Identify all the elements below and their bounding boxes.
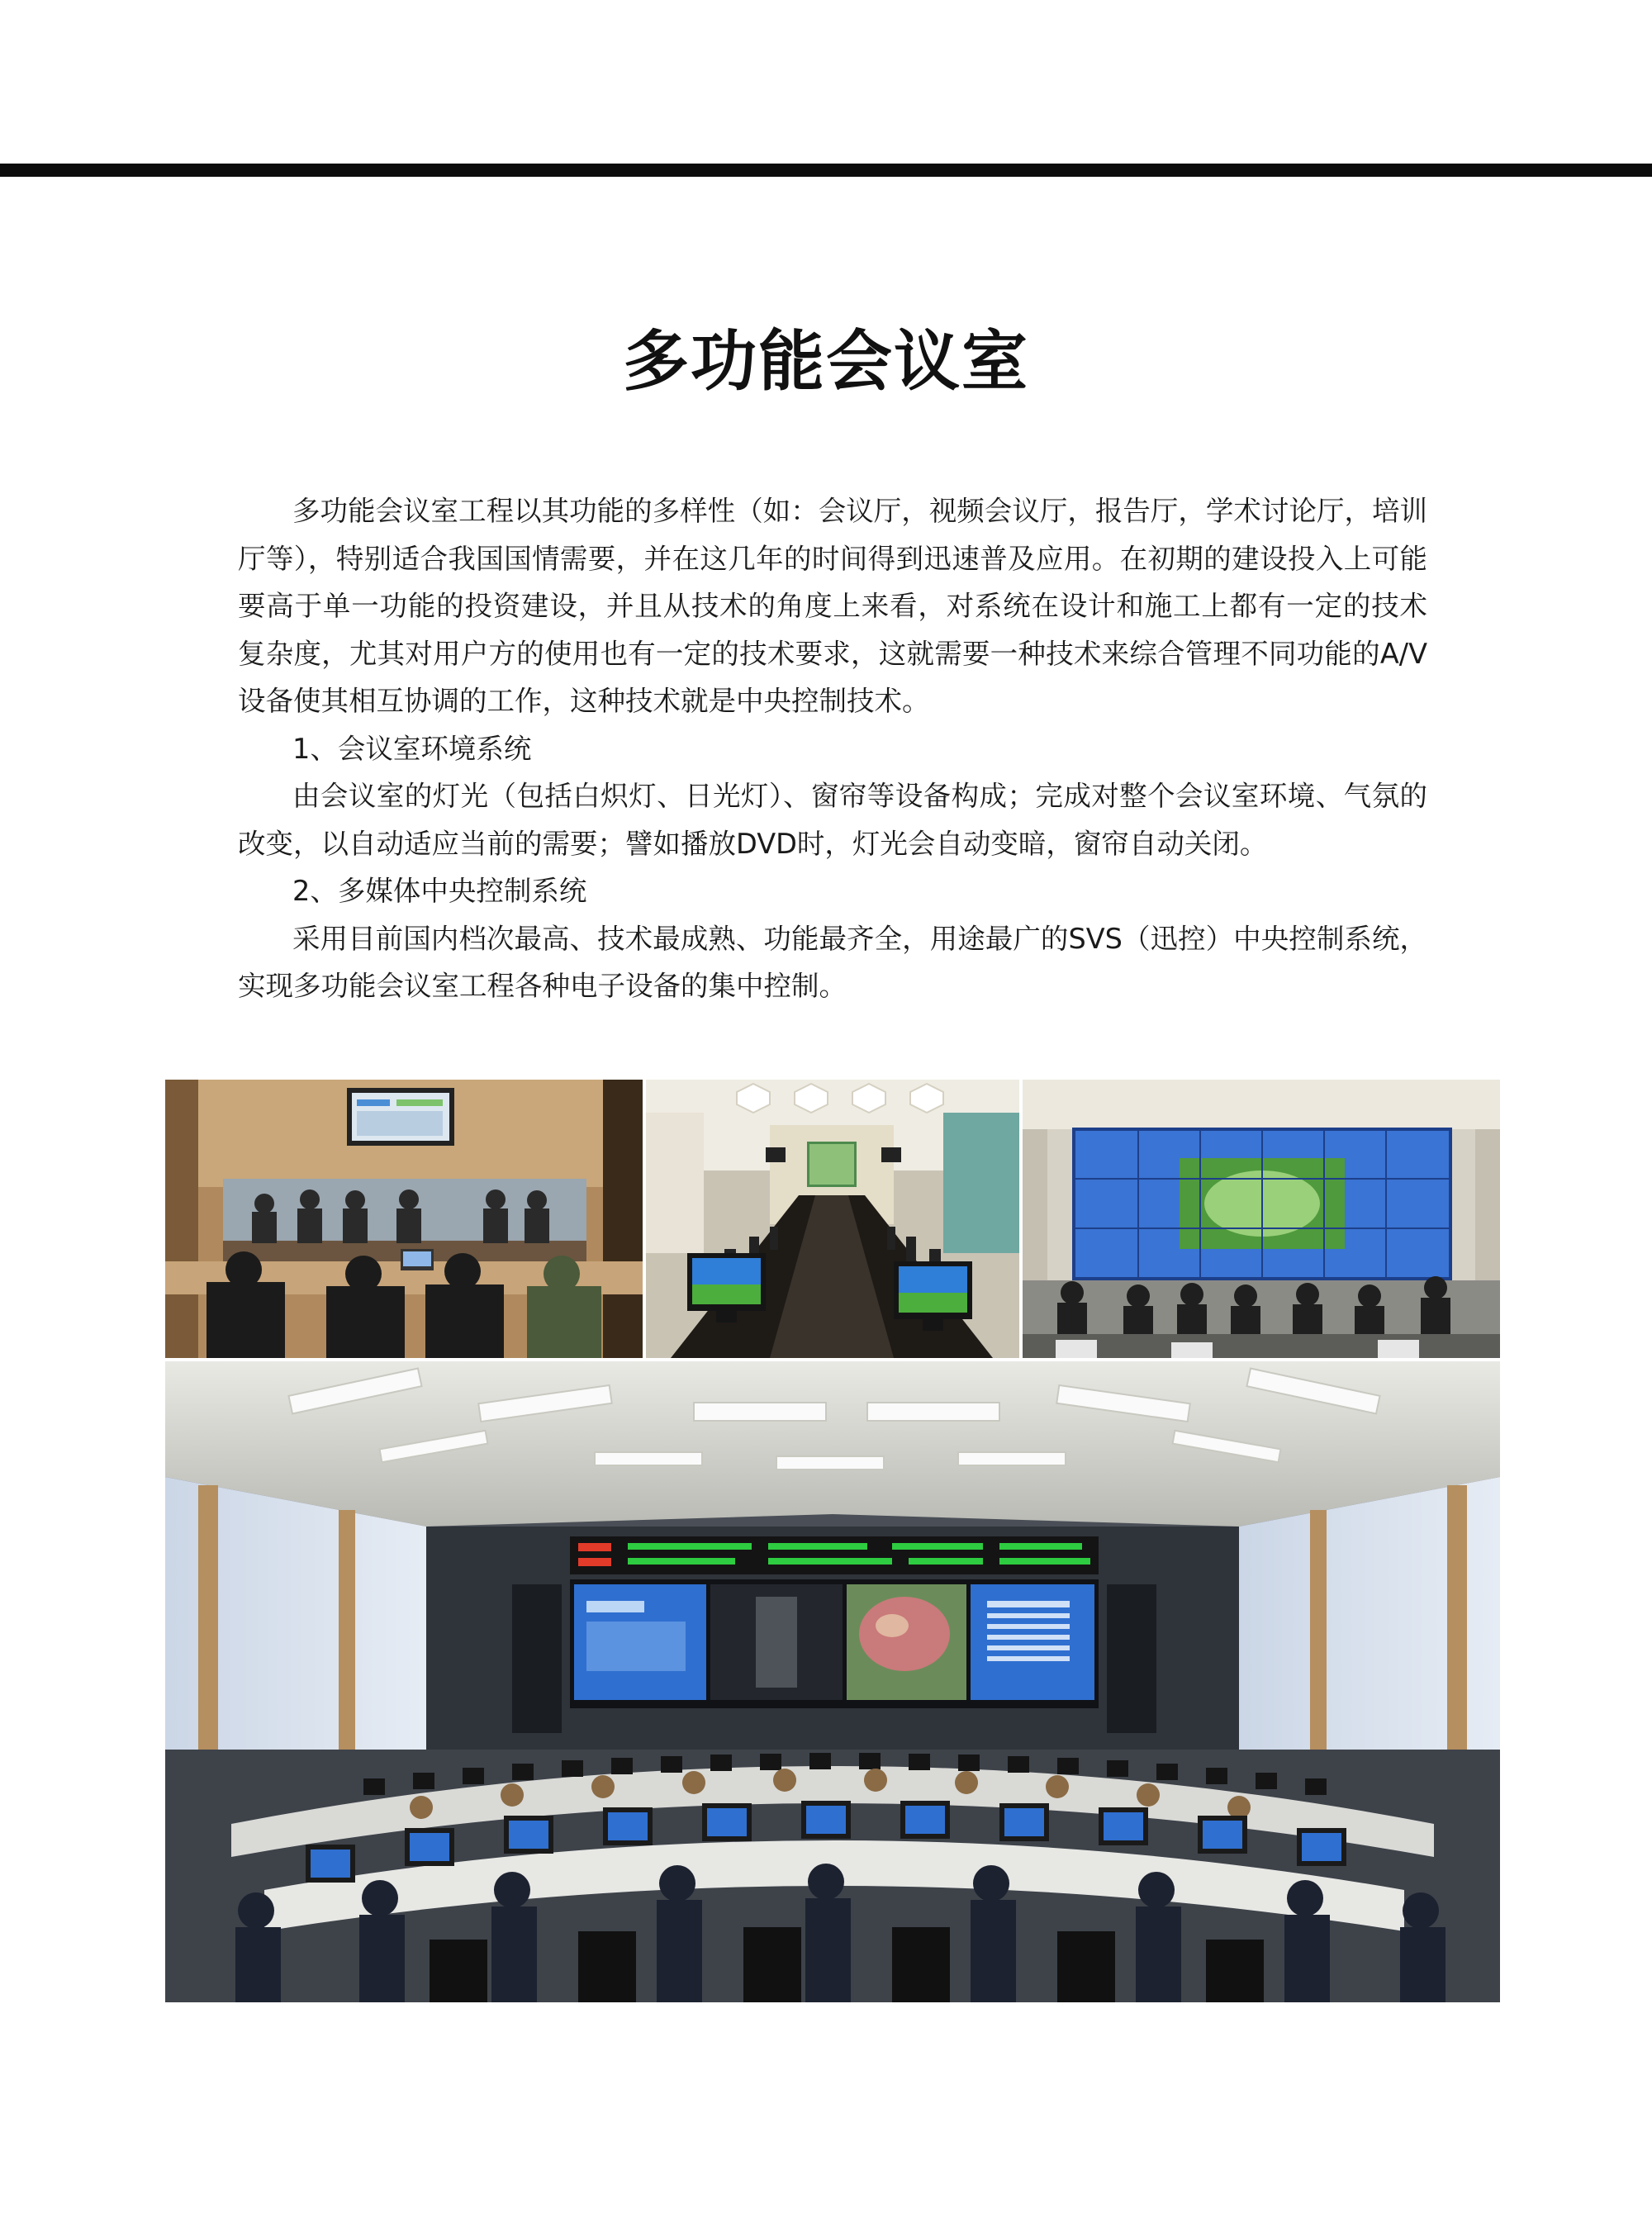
conference-hall-photo	[646, 1080, 1019, 1358]
control-paragraph: 采用目前国内档次最高、技术最成熟、功能最齐全，用途最广的SVS（迅控）中央控制系统，实现多功能会议室工程各种电子设备的集中控制。	[238, 922, 1427, 1002]
environment-paragraph: 由会议室的灯光（包括白炽灯、日光灯）、窗帘等设备构成；完成对整个会议室环境、气氛的改变，以自动适应当前的需要；譬如播放DVD时，灯光会自动变暗，窗帘自动关闭。	[238, 780, 1427, 860]
page-title: 多功能会议室	[623, 323, 1029, 400]
top-rule	[0, 164, 1652, 177]
section-heading-control: 2、多媒体中央控制系统	[292, 875, 587, 907]
video-wall-photo	[1023, 1080, 1500, 1358]
intro-paragraph: 多功能会议室工程以其功能的多样性（如：会议厅，视频会议厅，报告厅，学术讨论厅，培训厅等），特别适合我国国情需要，并在这几年的时间得到迅速普及应用。在初期的建设投入上可能要高于单一功能的投资建设，并且从技术的角度上来看，对系统在设计和施工上都有一定的技术复杂度，尤其对用户方的使用也有一定的技术要求，这就需要一种技术来综合管理不同功能的A/V设备使其相互协调的工作，这种技术就是中央控制技术。	[238, 495, 1427, 717]
section-heading-environment: 1、会议室环境系统	[292, 732, 532, 765]
video-conference-photo	[165, 1080, 643, 1358]
body-text	[238, 487, 1427, 1010]
control-center-photo	[165, 1361, 1500, 2002]
